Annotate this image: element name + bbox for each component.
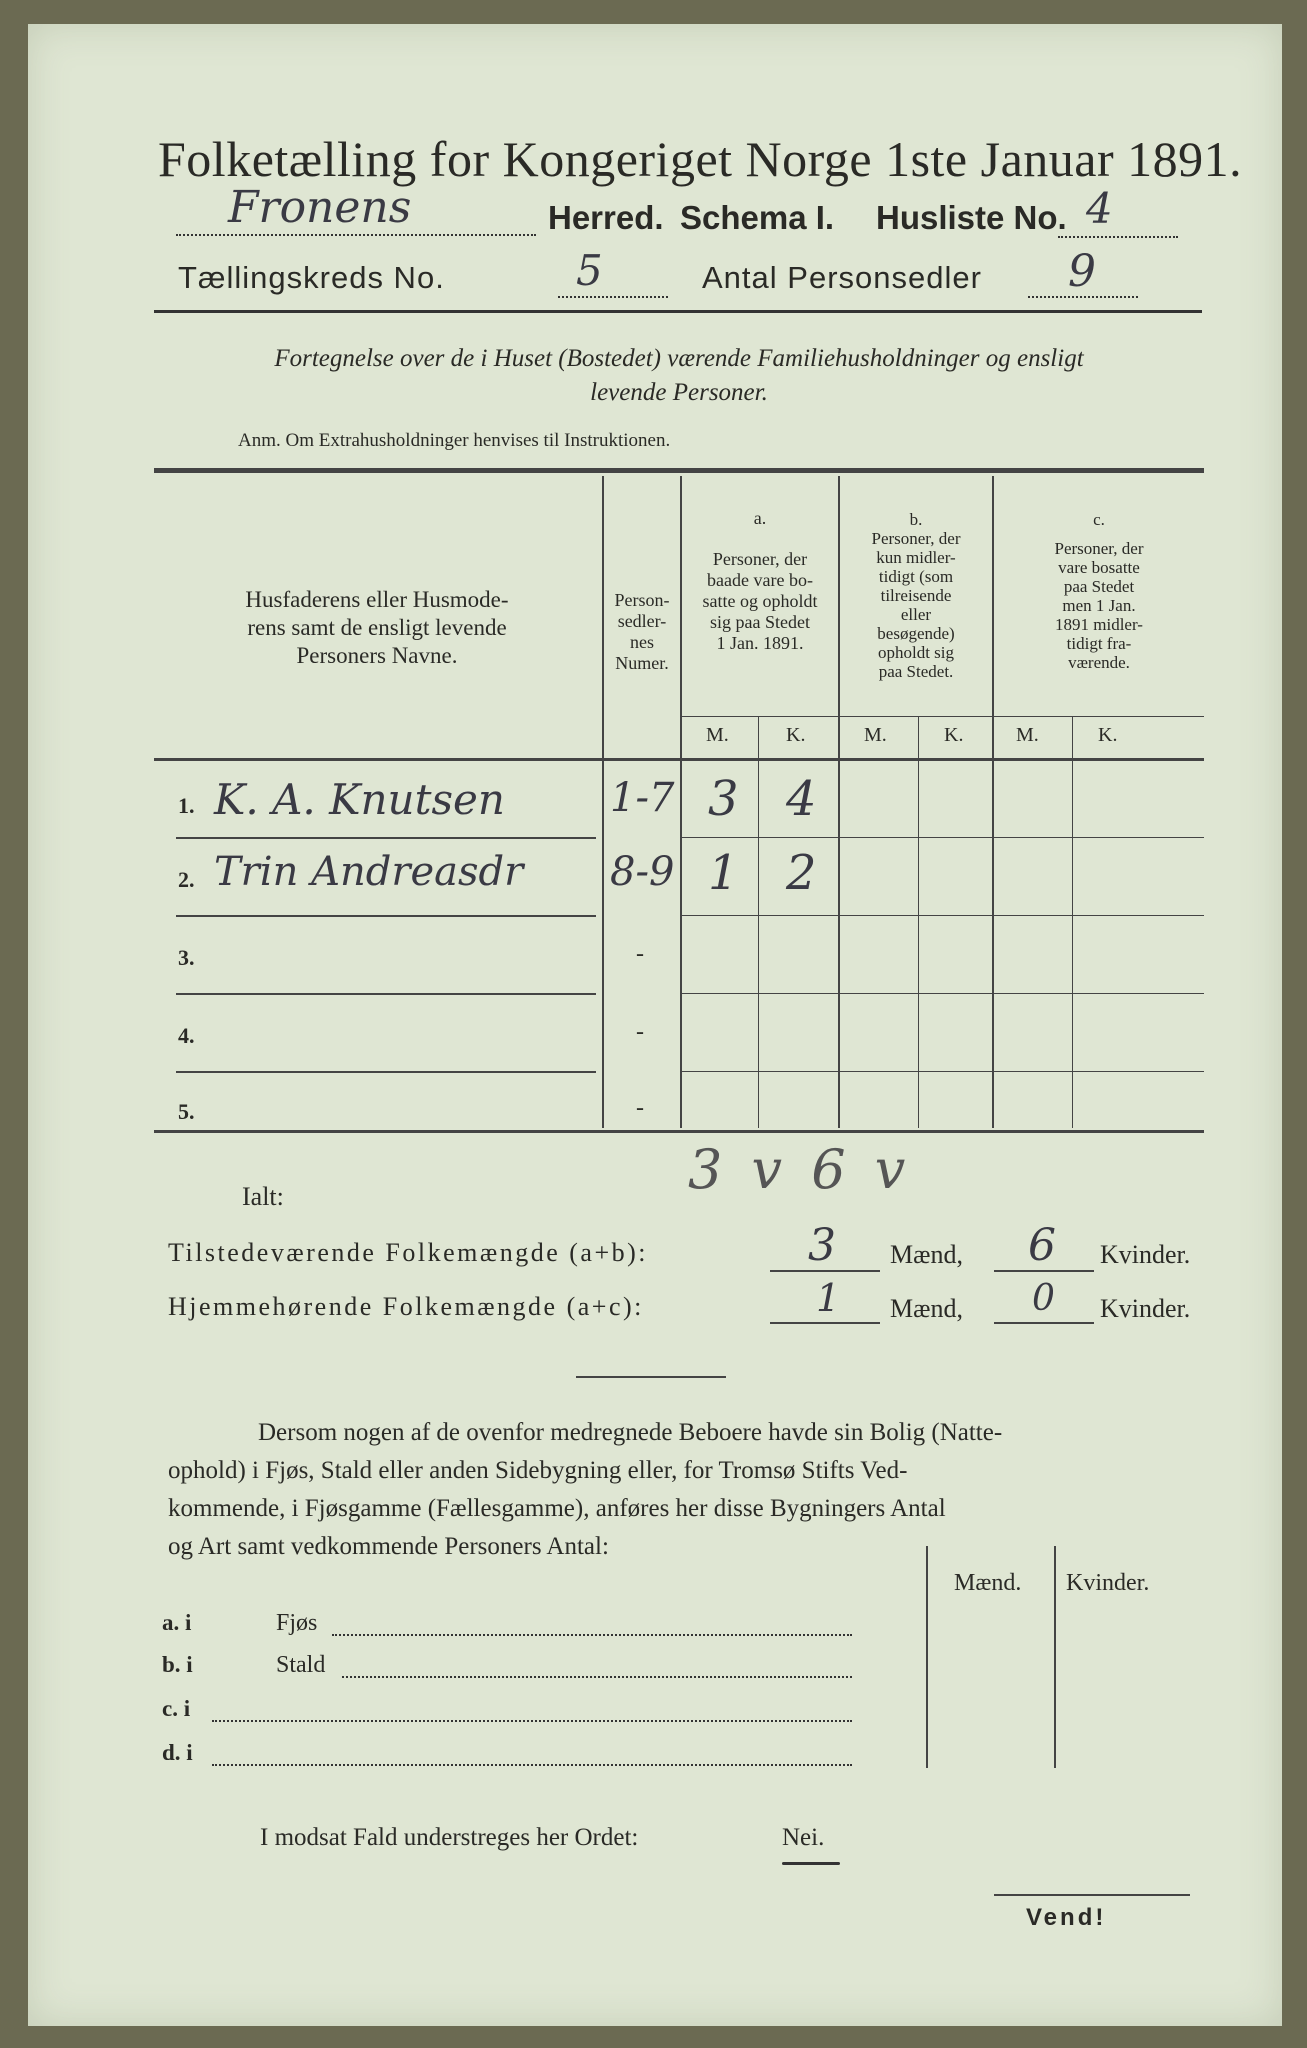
- col-header-b-line: opholdt sig: [877, 643, 955, 662]
- row-sedler-number[interactable]: 8-9: [610, 849, 675, 895]
- anm-note: Anm. Om Extrahusholdninger henvises til Instruktionen.: [238, 430, 671, 451]
- row-rule: [176, 837, 596, 839]
- tilstede-label: Tilstedeværende Folkemængde (a+b):: [168, 1238, 648, 1267]
- hjemme-m-value: 1: [816, 1276, 841, 1320]
- table-row: [154, 1077, 1204, 1155]
- col-header-c-line: tidigt fra-: [1066, 634, 1132, 653]
- col-header-number-line: sedler-: [617, 611, 667, 631]
- row-rule: [176, 915, 596, 917]
- buildings-kvinder-header: Kvinder.: [1066, 1570, 1150, 1596]
- personsedler-label: Antal Personsedler: [702, 260, 982, 295]
- row-number: 1.: [178, 793, 195, 818]
- buildings-paragraph: [168, 1414, 1198, 1566]
- row-number: 2.: [178, 867, 195, 892]
- col-header-a-line: baade vare bo-: [707, 570, 813, 590]
- item-letter: d. i: [162, 1740, 193, 1765]
- col-header-b-line: eller: [900, 605, 932, 624]
- list-item[interactable]: [162, 1740, 922, 1784]
- row-number: 4.: [178, 1023, 195, 1048]
- col-header-name-line: rens samt de ensligt levende: [247, 615, 507, 640]
- row-a-m[interactable]: 3: [708, 771, 739, 827]
- herred-label: Herred.: [548, 199, 664, 236]
- census-form-sheet: [28, 24, 1282, 2026]
- sub-a-k: K.: [786, 724, 806, 746]
- col-header-b-line: paa Stedet.: [878, 662, 954, 681]
- col-header-name-line: Husfaderens eller Husmode-: [245, 587, 509, 612]
- row-rule: [682, 1071, 1204, 1072]
- hjemme-maend-label: Mænd,: [890, 1294, 963, 1323]
- row-rule: [682, 993, 1204, 994]
- vend-label: Vend!: [1026, 1904, 1107, 1931]
- col-header-a-letter: a.: [753, 508, 767, 528]
- col-header-b-line: tidigt (som: [878, 567, 954, 586]
- row-a-k[interactable]: 4: [786, 771, 817, 827]
- col-header-number-line: Person-: [614, 590, 670, 610]
- buildings-maend-header: Mænd.: [954, 1570, 1022, 1596]
- form-title: Folketælling for Kongeriget Norge 1ste Januar 1891.: [158, 131, 1243, 187]
- nei-word[interactable]: Nei.: [782, 1824, 825, 1851]
- table-bottom-rule: [154, 1130, 1204, 1133]
- col-header-a: [682, 508, 838, 654]
- col-header-a-line: sig paa Stedet: [710, 612, 810, 632]
- table-top-rule: [154, 468, 1204, 473]
- col-header-b: [840, 510, 992, 681]
- ialt-label: Ialt:: [242, 1182, 284, 1211]
- col-header-b-letter: b.: [909, 510, 923, 529]
- list-item[interactable]: [162, 1652, 922, 1696]
- subheader-rule: [682, 716, 1204, 717]
- buildings-para-line: kommende, i Fjøsgamme (Fællesgamme), anføres her disse Bygningers Antal: [168, 1495, 946, 1522]
- husliste-label: Husliste No.: [876, 199, 1067, 236]
- husliste-value: 4: [1086, 184, 1113, 233]
- row-rule: [682, 837, 1204, 838]
- item-dotted-line: [342, 1676, 852, 1678]
- col-header-a-line: Personer, der: [712, 549, 808, 569]
- herred-value: Fronens: [228, 182, 412, 233]
- section-divider: [576, 1376, 726, 1378]
- sub-c-k: K.: [1098, 724, 1118, 746]
- hjemme-label: Hjemmehørende Folkemængde (a+c):: [168, 1292, 644, 1321]
- item-label: Fjøs: [276, 1610, 318, 1636]
- schema-label: Schema I.: [680, 199, 835, 236]
- col-header-c-line: 1891 midler-: [1055, 615, 1143, 634]
- row-name[interactable]: Trin Andreasdr: [214, 849, 524, 895]
- intro-text: [154, 342, 1204, 410]
- item-label: Stald: [276, 1652, 326, 1678]
- tilstede-kvinder-label: Kvinder.: [1100, 1240, 1191, 1269]
- col-header-a-line: 1 Jan. 1891.: [716, 633, 804, 653]
- col-header-c: [994, 510, 1204, 672]
- list-item[interactable]: [162, 1610, 922, 1652]
- col-header-name-line: Personers Navne.: [296, 643, 458, 668]
- hjemme-kvinder-label: Kvinder.: [1100, 1294, 1191, 1323]
- item-letter: a. i: [162, 1610, 192, 1635]
- vend-rule: [994, 1894, 1190, 1896]
- buildings-para-line: ophold) i Fjøs, Stald eller anden Sidebygning eller, for Tromsø Stifts Ved-: [168, 1457, 908, 1484]
- buildings-divider: [926, 1546, 928, 1768]
- ialt-handwritten: 3 v 6 v: [688, 1138, 912, 1201]
- table-row: [154, 999, 1204, 1077]
- hjemme-k-value: 0: [1032, 1278, 1055, 1319]
- row-rule: [682, 915, 1204, 916]
- row-rule: [176, 993, 596, 995]
- row-sedler-number[interactable]: -: [636, 1019, 644, 1045]
- col-header-c-line: værende.: [1068, 653, 1130, 672]
- modsat-text: I modsat Fald understreges her Ordet:: [260, 1824, 639, 1851]
- col-header-b-line: Personer, der: [871, 529, 961, 548]
- col-header-a-line: satte og opholdt: [702, 591, 818, 611]
- personsedler-value: 9: [1068, 246, 1096, 297]
- buildings-para-line: Dersom nogen af de ovenfor medregnede Beboere havde sin Bolig (Natte-: [258, 1419, 1003, 1446]
- intro-line-2: levende Personer.: [590, 379, 768, 406]
- tilstede-m-value: 3: [808, 1220, 836, 1271]
- kreds-field[interactable]: [558, 264, 668, 298]
- col-header-c-letter: c.: [1093, 510, 1105, 529]
- sub-a-m: M.: [706, 724, 729, 746]
- household-table: [154, 468, 1204, 1158]
- sub-b-m: M.: [864, 724, 887, 746]
- intro-line-1: Fortegnelse over de i Huset (Bostedet) værende Familiehusholdninger og ensligt: [274, 345, 1084, 372]
- sub-c-m: M.: [1016, 724, 1039, 746]
- row-number: 3.: [178, 945, 195, 970]
- col-header-b-line: kun midler-: [876, 548, 956, 567]
- table-row: [154, 841, 1204, 921]
- kreds-value: 5: [576, 246, 603, 295]
- item-dotted-line: [212, 1720, 852, 1722]
- kreds-label: Tællingskreds No.: [178, 260, 445, 295]
- buildings-divider: [1054, 1546, 1056, 1768]
- col-header-b-line: tilreisende: [880, 586, 952, 605]
- row-sedler-number[interactable]: -: [636, 941, 644, 967]
- col-header-name: [154, 586, 600, 670]
- row-name[interactable]: K. A. Knutsen: [214, 775, 505, 824]
- row-a-m[interactable]: 1: [708, 845, 739, 901]
- item-letter: b. i: [162, 1652, 193, 1677]
- header-rule: [154, 310, 1202, 313]
- tilstede-k-value: 6: [1028, 1220, 1056, 1271]
- tilstede-maend-label: Mænd,: [890, 1240, 963, 1269]
- hjemme-m-field[interactable]: [770, 1322, 880, 1324]
- row-number: 5.: [178, 1099, 195, 1124]
- nei-underline: [782, 1862, 840, 1865]
- item-letter: c. i: [162, 1696, 191, 1721]
- table-row: [154, 761, 1204, 841]
- buildings-list: [162, 1610, 922, 1784]
- row-rule: [176, 1071, 596, 1073]
- row-sedler-number[interactable]: -: [636, 1095, 644, 1121]
- col-header-b-line: besøgende): [877, 624, 955, 643]
- col-header-c-line: paa Stedet: [1063, 577, 1135, 596]
- col-header-c-line: Personer, der: [1054, 539, 1144, 558]
- row-sedler-number[interactable]: 1-7: [610, 775, 675, 821]
- col-header-number-line: Numer.: [615, 653, 669, 673]
- buildings-para-line: og Art samt vedkommende Personers Antal:: [168, 1533, 609, 1560]
- col-header-number: [604, 590, 680, 674]
- list-item[interactable]: [162, 1696, 922, 1740]
- husliste-field[interactable]: [1058, 202, 1178, 238]
- table-row: [154, 921, 1204, 999]
- col-header-number-line: nes: [630, 632, 654, 652]
- item-dotted-line: [332, 1634, 852, 1636]
- col-header-c-line: vare bosatte: [1058, 558, 1140, 577]
- item-dotted-line: [212, 1764, 852, 1766]
- sub-b-k: K.: [944, 724, 964, 746]
- col-header-c-line: men 1 Jan.: [1062, 596, 1136, 615]
- row-a-k[interactable]: 2: [786, 845, 817, 901]
- hjemme-k-field[interactable]: [994, 1322, 1094, 1324]
